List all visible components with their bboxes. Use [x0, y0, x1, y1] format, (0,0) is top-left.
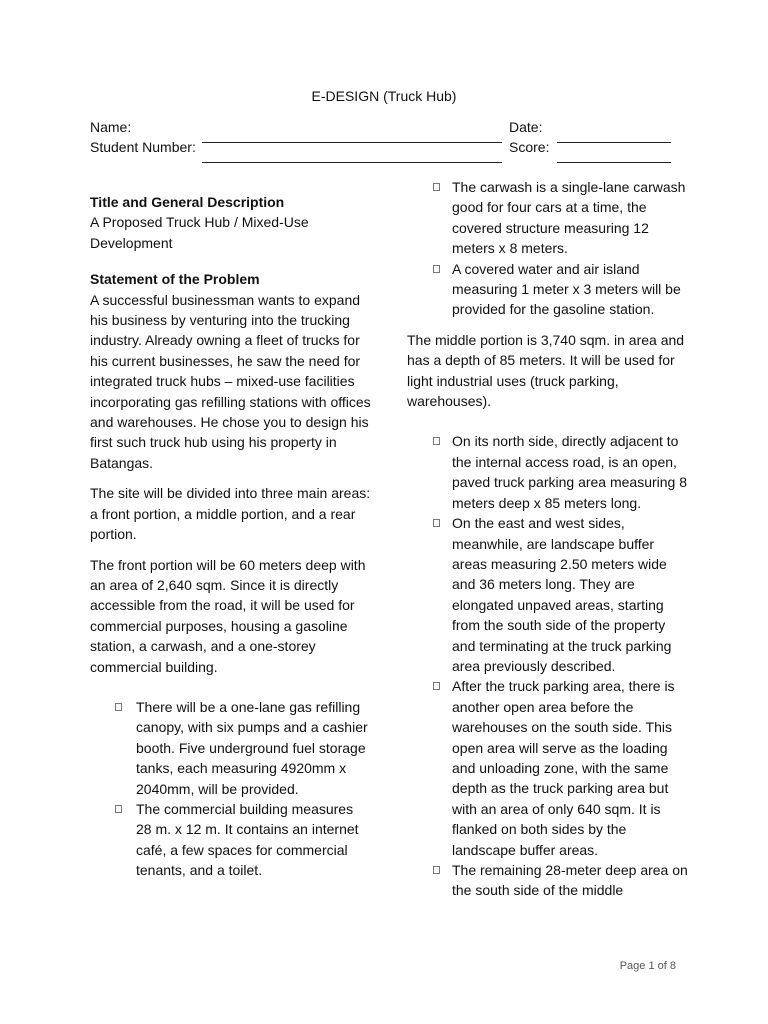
list-item: [407, 860, 689, 901]
left-column: [90, 192, 372, 891]
page-title: E-DESIGN (Truck Hub): [311, 88, 457, 104]
bullet-box-icon: [115, 703, 122, 711]
site-division-paragraph: The site will be divided into three main areas: a front portion, a middle portion, and a rear portion.: [90, 485, 371, 543]
list-item-text: After the truck parking area, there is another open area before the warehouses on the south side. This open area will serve as the loading and unloading zone, with the same depth as the truck parking area but with an area of only 640 sqm. It is flanked on both sides by the landscape buffer areas.: [452, 678, 675, 858]
bullet-box-icon: [433, 183, 440, 191]
list-item: [407, 177, 689, 259]
student-number-field-line[interactable]: [202, 162, 502, 163]
list-item-text: On the east and west sides, meanwhile, are landscape buffer areas measuring 2.50 meters wide and 36 meters long. They are elongated unpaved areas, starting from the south side of the property and terminating at the truck parking area previously described.: [452, 515, 672, 674]
list-item-text: The carwash is a single-lane carwash good for four cars at a time, the covered structure measuring 12 meters x 8 meters.: [452, 179, 686, 257]
bullet-box-icon: [115, 805, 122, 813]
list-item-text: The remaining 28-meter deep area on the south side of the middle: [452, 862, 688, 899]
title-text: A Proposed Truck Hub / Mixed-Use Development: [90, 214, 309, 251]
score-label: Score:: [509, 139, 550, 155]
list-item-text: The commercial building measures 28 m. x 12 m. It contains an internet café, a few spaces for commercial tenants, and a toilet.: [136, 800, 359, 879]
score-field-line[interactable]: [557, 162, 671, 163]
list-item-text: On its north side, directly adjacent to the internal access road, is an open, paved truck parking area measuring 8 meters deep x 85 meters long.: [452, 433, 688, 511]
student-number-label: Student Number:: [90, 139, 196, 155]
list-item: [90, 697, 372, 799]
date-label: Date:: [509, 119, 543, 135]
date-field-line[interactable]: [557, 142, 671, 143]
bullet-box-icon: [433, 682, 440, 690]
problem-heading: Statement of the Problem: [90, 271, 260, 288]
list-item: [407, 513, 689, 676]
front-portion-paragraph: The front portion will be 60 meters deep with an area of 2,640 sqm. Since it is directly accessible from the road, it will be used for commercial purposes, housing a gasoline station, a carwash, and a one-storey commercial building.: [90, 556, 366, 675]
middle-portion-paragraph: The middle portion is 3,740 sqm. in area and has a depth of 85 meters. It will be used for light industrial uses (truck parking, warehouses).: [407, 331, 685, 410]
name-label: Name:: [90, 119, 132, 135]
list-item: [407, 259, 689, 320]
title-section: [90, 192, 372, 253]
bullet-box-icon: [433, 437, 440, 445]
list-item-text: A covered water and air island measuring 1 meter x 3 meters will be provided for the gasoline station.: [452, 260, 681, 318]
bullet-box-icon: [433, 265, 440, 273]
list-item: [90, 799, 372, 881]
bullet-box-icon: [433, 519, 440, 527]
page-number: Page 1 of 8: [619, 960, 676, 972]
title-heading: Title and General Description: [90, 194, 285, 210]
front-portion-list-continued: [407, 177, 689, 320]
front-portion-list: [90, 697, 372, 881]
middle-portion-list: [407, 431, 689, 900]
name-field-line[interactable]: [202, 142, 502, 143]
problem-paragraph: A successful businessman wants to expand his business by venturing into the trucking industry. Already owning a fleet of trucks for his current businesses, he saw the need for integrated truck hubs – mixed-use facilities incorporating gas refilling stations with offices and warehouses. He chose you to design his first such truck hub using his property in Batangas.: [90, 291, 371, 471]
right-column: [407, 177, 689, 911]
list-item-text: There will be a one-lane gas refilling canopy, with six pumps and a cashier booth. Five underground fuel storage tanks, each measuring 4920mm x 2040mm, will be provided.: [136, 698, 368, 797]
bullet-box-icon: [433, 866, 440, 874]
list-item: [407, 676, 689, 860]
list-item: [407, 431, 689, 513]
